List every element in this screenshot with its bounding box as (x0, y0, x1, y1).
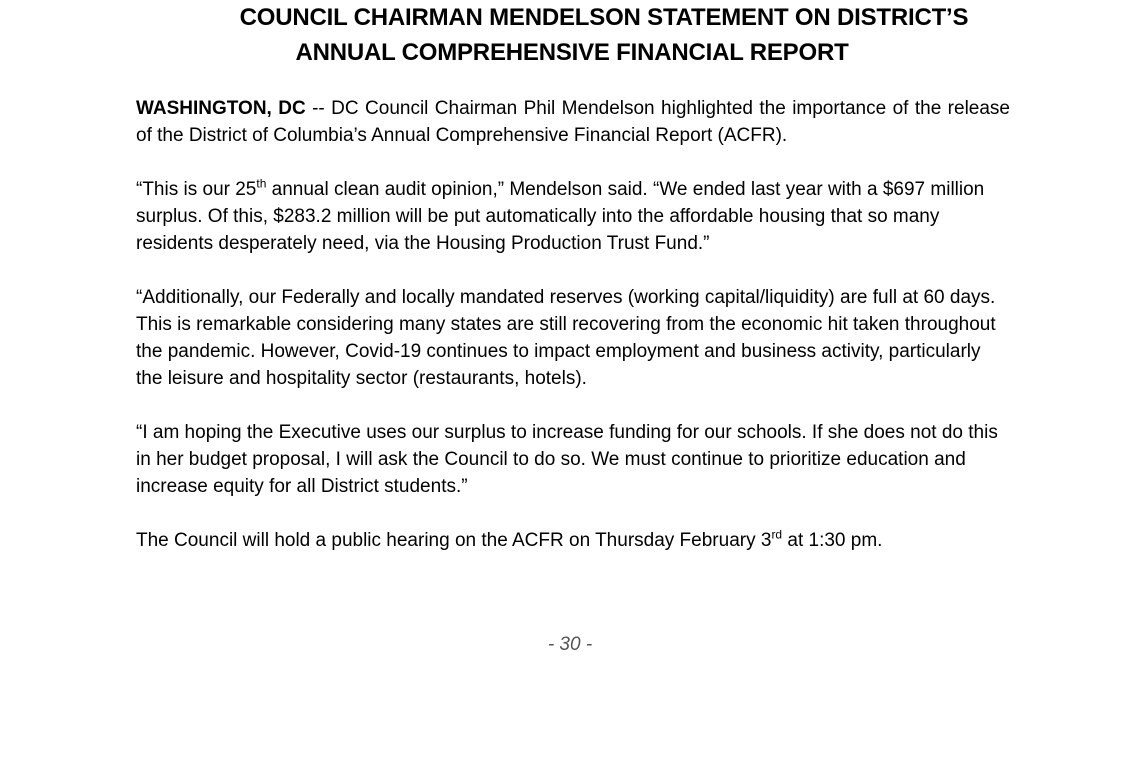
title-line-1: COUNCIL CHAIRMAN MENDELSON STATEMENT ON DISTRICT’S (239, 4, 969, 31)
quote-paragraph-2: “Additionally, our Federally and locally mandated reserves (working capital/liquidity) are full at 60 days. This is remarkable considering many states are still recovering from the economic hit taken throughout the pandemic. However, Covid-19 continues to impact employment and business activity, particularly the leisure and hospitality sector (restaurants, hotels). (136, 287, 996, 389)
dateline: WASHINGTON, DC (136, 98, 306, 119)
document-body (136, 95, 1010, 581)
title-line-2: ANNUAL COMPREHENSIVE FINANCIAL REPORT (295, 39, 849, 66)
quote1-rest: annual clean audit opinion,” Mendelson said. “We ended last year with a $697 million surplus. Of this, $283.2 million will be put automatically into the affordable housing that so many residents desperately need, via the Housing Production Trust Fund.” (136, 179, 985, 254)
intro-text: -- DC Council Chairman Phil Mendelson highlighted the importance of the release of the District of Columbia’s Annual Comprehensive Financial Report (ACFR). (136, 98, 1010, 146)
closing-paragraph (136, 527, 1010, 554)
closing-superscript: rd (771, 527, 783, 542)
closing-start: The Council will hold a public hearing on the ACFR on Thursday February 3 (136, 530, 772, 551)
quote1-superscript: th (256, 176, 267, 191)
quote-paragraph-1 (136, 176, 1010, 257)
intro-paragraph (136, 95, 1010, 149)
quote-paragraph-3: “I am hoping the Executive uses our surplus to increase funding for our schools. If she does not do this in her budget proposal, I will ask the Council to do so. We must continue to prioritize education and increase equity for all District students.” (136, 422, 998, 497)
page-end-marker: - 30 - (547, 634, 593, 655)
quote1-start: “This is our 25 (136, 179, 257, 200)
document-title (0, 0, 1140, 70)
closing-rest: at 1:30 pm. (782, 530, 883, 551)
